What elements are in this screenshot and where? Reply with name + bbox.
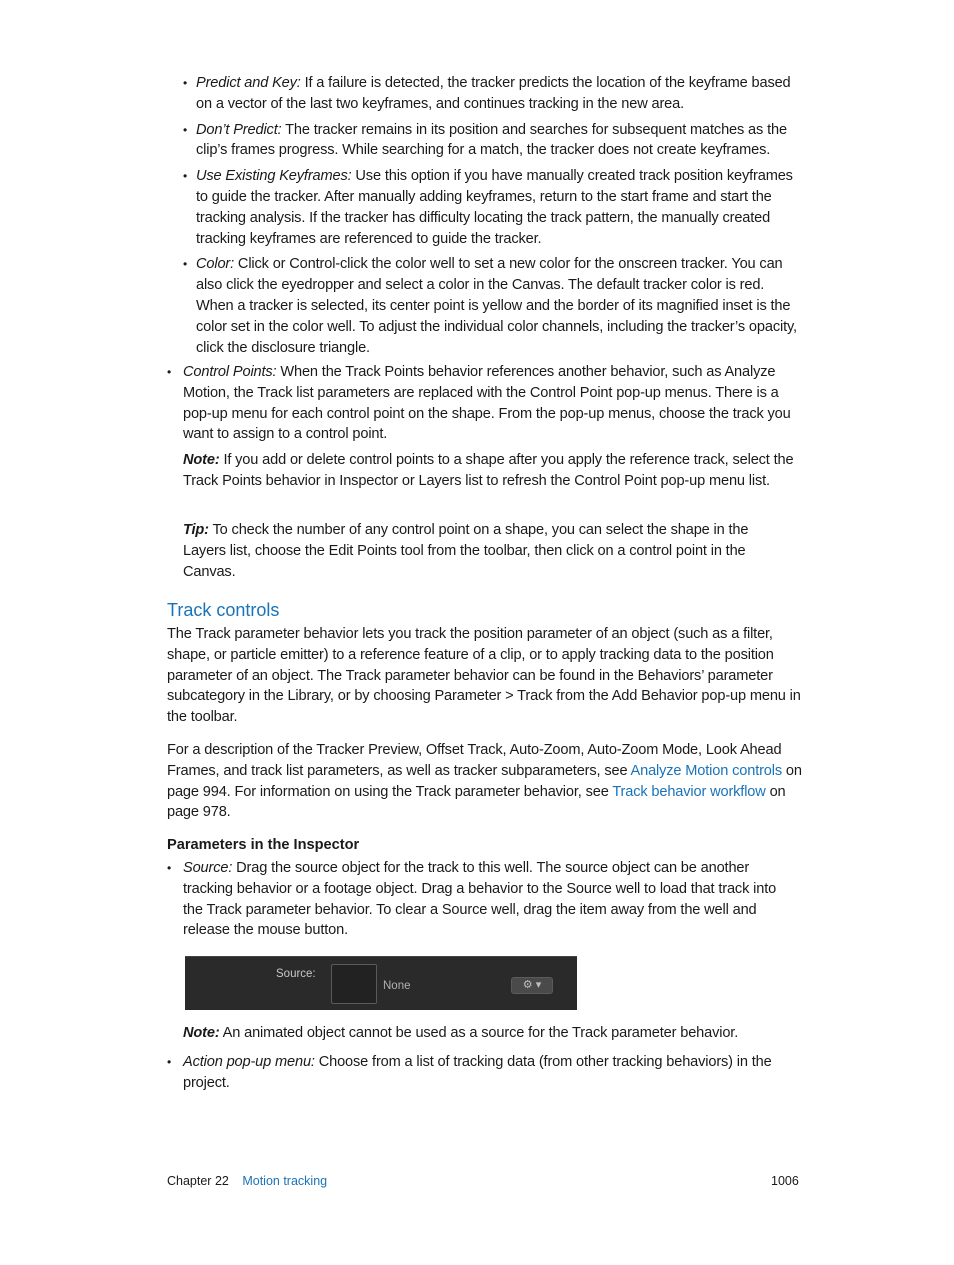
bullet: • [167, 861, 172, 875]
note-text: If you add or delete control points to a shape after you apply the reference track, select the Track Points behavior in Inspector or Layers list to refresh the Control Point pop-up menu list. [183, 452, 794, 489]
option-label: Use Existing Keyframes: [196, 168, 352, 185]
note-text: An animated object cannot be used as a source for the Track parameter behavior. [219, 1025, 739, 1041]
source-well[interactable] [331, 964, 377, 1004]
chapter-number: Chapter 22 [167, 1174, 229, 1188]
reference-text: on page 978. [167, 783, 786, 821]
bullet: • [167, 1055, 172, 1069]
control-points-text: When the Track Points behavior references another behavior, such as Analyze Motion, the Track list parameters are replaced with the Control Point pop-up menus. There is a pop-up menu for each control point on the shape. From the pop-up menus, choose the track you want to assign to a control point. [183, 364, 791, 443]
reference-text: on page 994. For information on using the Track parameter behavior, see [167, 762, 802, 800]
source-label: Source: [183, 860, 233, 876]
sub-heading: Parameters in the Inspector [167, 837, 360, 853]
list-item [183, 254, 803, 358]
reference-paragraph [167, 740, 802, 823]
chapter-title-link[interactable]: Motion tracking [242, 1174, 328, 1188]
source-item [167, 858, 787, 941]
control-points-item [167, 362, 799, 445]
option-label: Color: [196, 256, 235, 273]
bullet: • [183, 76, 188, 90]
list-item [183, 73, 803, 115]
tracking-options-list [183, 73, 803, 363]
option-text: The tracker remains in its position and searches for subsequent matches as the clip’s frames progress. While searching for a match, the tracker does not create keyframes. [196, 121, 787, 159]
option-text: If a failure is detected, the tracker predicts the location of the keyframe based on a vector of the last two keyframes, and continues tracking in the new area. [196, 75, 791, 112]
action-popup-button[interactable] [511, 977, 553, 994]
source-text: Drag the source object for the track to this well. The source object can be another tracking behavior or a footage object. Drag a behavior to the Source well to load that track into the Track parameter behavior. To clear a Source well, drag the item away from the well and release the mouse button. [183, 860, 777, 939]
bullet: • [183, 122, 188, 137]
option-text: Click or Control-click the color well to set a new color for the onscreen tracker. You can also click the eyedropper and select a color in the Canvas. The default tracker color is red. When a tracker is selected, its center point is yellow and the border of its magnified inset is the color set in the color well. To adjust the individual color channels, including the tracker’s opacity, click the disclosure triangle. [196, 256, 797, 356]
bullet: • [183, 169, 188, 184]
note-block [183, 450, 803, 492]
bullet: • [183, 257, 188, 272]
note-block [183, 1023, 803, 1044]
tip-text: To check the number of any control point on a shape, you can select the shape in the Layers list, choose the Edit Points tool from the toolbar, then click on a control point in the Canvas. [183, 522, 749, 580]
source-field-label: Source: [276, 968, 316, 980]
bullet: • [167, 365, 172, 379]
option-text: Use this option if you have manually created track position keyframes to guide the tracker. After manually adding keyframes, return to the start frame and start the tracking analysis. If the tracker has difficulty locating the track pattern, the manually created tracking keyframes are referenced to guide the tracker. [196, 168, 793, 247]
action-menu-text: Choose from a list of tracking data (from other tracking behaviors) in the project. [183, 1054, 772, 1091]
footer-chapter [167, 1174, 327, 1188]
tip-block [183, 520, 783, 582]
option-label: Don’t Predict: [196, 121, 282, 138]
note-label: Note: [183, 1025, 220, 1041]
option-label: Predict and Key: [196, 75, 301, 91]
inspector-source-panel [185, 956, 577, 1010]
analyze-motion-link[interactable]: Analyze Motion controls [630, 762, 783, 779]
source-value: None [383, 980, 411, 992]
list-item [183, 166, 803, 249]
chevron-down-icon: ▾ [535, 979, 542, 991]
note-label: Note: [183, 452, 220, 468]
control-points-label: Control Points: [183, 364, 277, 380]
track-behavior-link[interactable]: Track behavior workflow [612, 783, 766, 800]
intro-paragraph: The Track parameter behavior lets you track the position parameter of an object (such as a filter, shape, or particle emitter) to a reference feature of a clip, or to apply tracking data to the position parameter of an object. The Track parameter behavior can be found in the Behaviors’ parameter subcategory in the Library, or by choosing Parameter > Track from the Add Behavior pop-up menu in the toolbar. [167, 626, 801, 726]
tip-label: Tip: [183, 522, 209, 538]
section-title: Track controls [167, 600, 280, 620]
list-item [183, 120, 803, 162]
reference-text: For a description of the Tracker Preview, Offset Track, Auto-Zoom, Auto-Zoom Mode, Look Ahead Frames, and track list parameters, as well as tracker subparameters, see [167, 742, 782, 779]
page-number: 1006 [771, 1174, 799, 1188]
action-menu-item [167, 1052, 787, 1094]
action-menu-label: Action pop-up menu: [183, 1054, 315, 1070]
gear-icon: ⚙ [522, 979, 533, 991]
